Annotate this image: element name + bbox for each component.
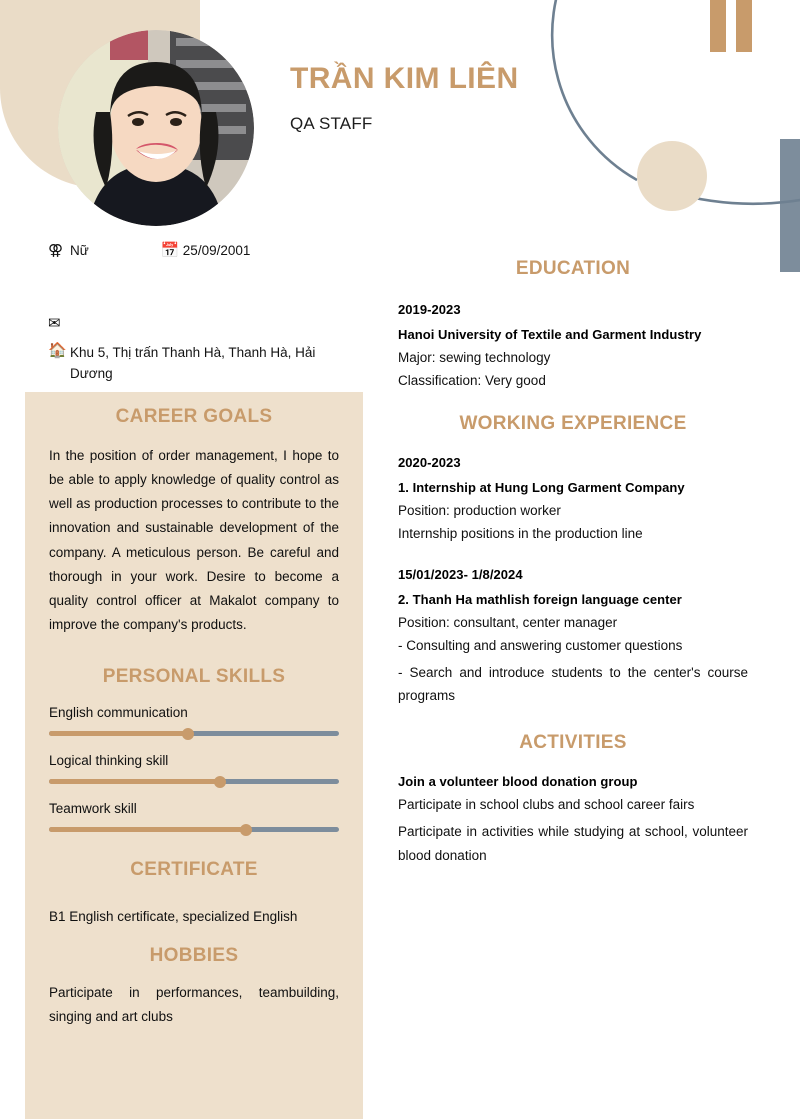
job-entry [398,455,748,541]
education-title: EDUCATION [515,258,631,279]
gender-value: Nữ [70,243,89,258]
hobbies-text: Participate in performances, teambuilding, singing and art clubs [49,985,339,1025]
job-detail: - Search and introduce students to the center's course programs [398,665,748,704]
activities-title: ACTIVITIES [519,732,627,754]
skill-slider[interactable] [49,827,339,832]
skill-label: English communication [49,705,188,721]
contact-info [48,243,368,385]
job-name: 1. Internship at Hung Long Garment Company [398,480,685,495]
skill-item [49,801,339,832]
career-goals-title: CAREER GOALS [115,406,273,427]
job-entry [398,567,748,707]
hobbies-title: HOBBIES [149,945,239,967]
job-detail: - Consulting and answering customer questions [398,638,683,653]
right-content-column [398,258,748,867]
job-detail: Internship positions in the production line [398,526,643,541]
tan-circle-decoration [637,141,707,211]
home-icon: 🏠 [48,342,67,359]
activities-headline: Join a volunteer blood donation group [398,774,638,790]
certificate-title: CERTIFICATE [130,859,258,881]
job-period: 15/01/2023- 1/8/2024 [398,567,523,582]
envelope-icon: ✉ [48,315,61,332]
contact-row-personal [48,243,368,258]
contact-row-email [48,316,368,331]
birthday-value: 25/09/2001 [182,243,251,258]
avatar [58,30,254,226]
career-goals-text: In the position of order management, I hope to be able to apply knowledge of quality control as well as production processes to contribute to the innovation and sustainable development of the company. A meticulous person. Be careful and thorough in your work. Desire to become a quality control officer at Makalot company to improve the company's products. [49,448,339,633]
education-period: 2019-2023 [398,302,461,317]
left-sidebar-panel [25,392,363,1119]
profile-photo [58,30,254,226]
skill-slider[interactable] [49,731,339,736]
activities-line: Participate in school clubs and school career fairs [398,797,695,813]
working-experience-title: WORKING EXPERIENCE [459,413,687,434]
job-name: 2. Thanh Ha mathlish foreign language center [398,592,682,607]
education-school: Hanoi University of Textile and Garment Industry [398,327,702,342]
activities-line: Participate in activities while studying at school, volunteer blood donation [398,824,748,863]
job-period: 2020-2023 [398,455,461,470]
personal-skills-title: PERSONAL SKILLS [102,666,286,688]
contact-row-address [48,343,368,385]
skill-label: Logical thinking skill [49,753,169,769]
address-value: Khu 5, Thị trấn Thanh Hà, Thanh Hà, Hải Dương [70,345,316,381]
calendar-icon: 📅 [160,242,180,259]
skill-item [49,705,339,736]
job-position: Position: consultant, center manager [398,615,618,630]
education-major: Major: sewing technology [398,350,551,365]
gender-icon: ⚢ [48,242,64,259]
page-title: TRẦN KIM LIÊN [290,62,519,95]
skill-slider[interactable] [49,779,339,784]
certificate-text: B1 English certificate, specialized English [49,909,298,925]
job-position: Position: production worker [398,503,561,518]
education-classification: Classification: Very good [398,373,546,388]
job-title: QA STAFF [290,114,373,133]
skill-label: Teamwork skill [49,801,137,817]
skill-item [49,753,339,784]
